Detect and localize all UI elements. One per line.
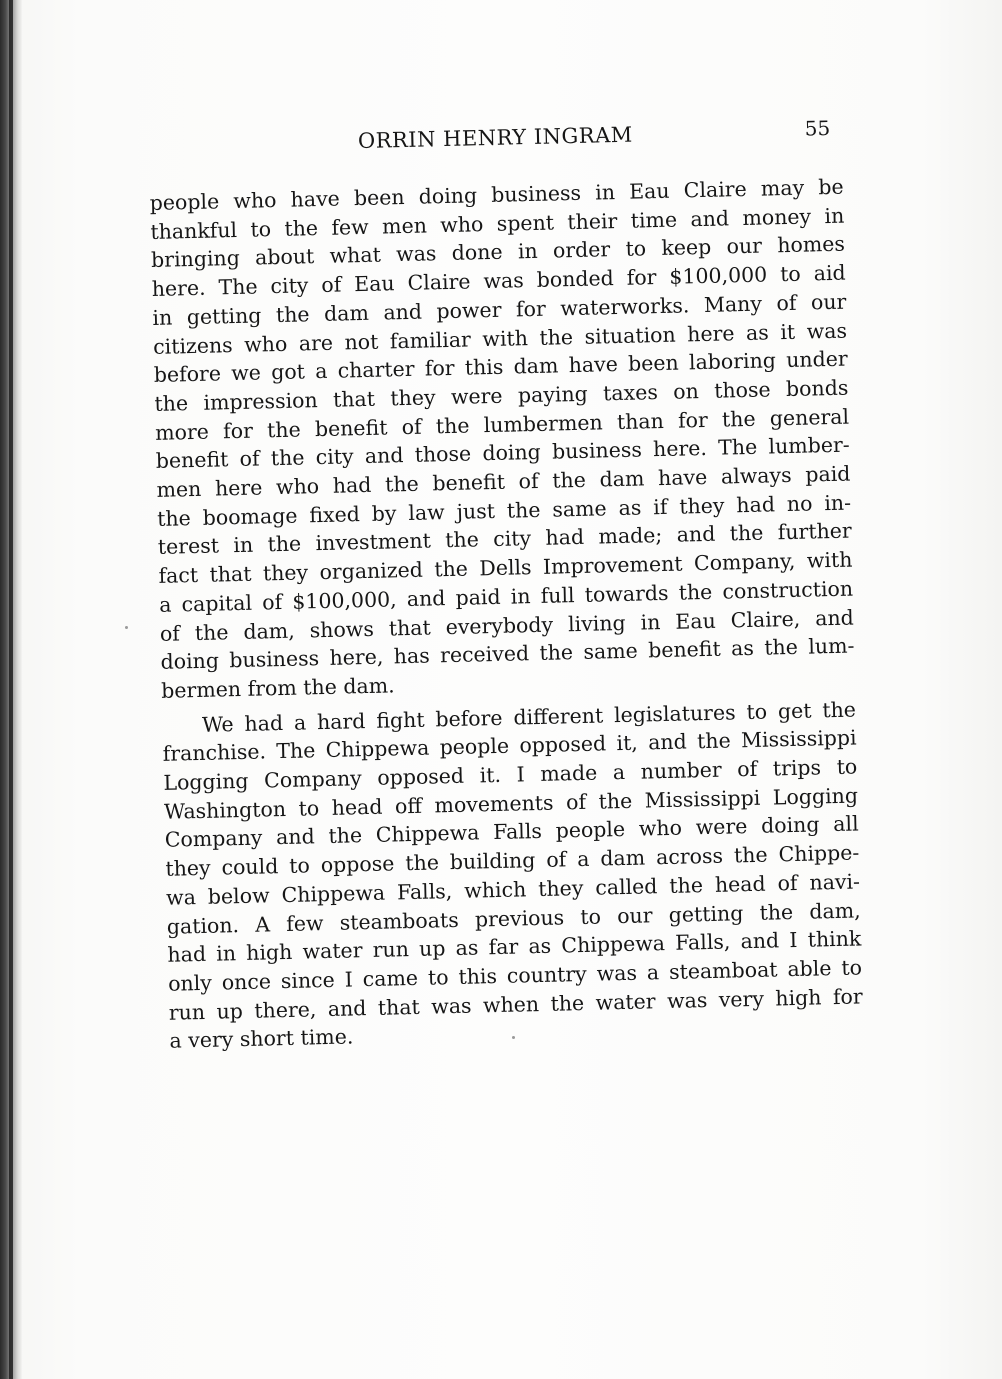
- text-line: franchise. The Chippewa people opposed it, and the Mississippi: [162, 725, 857, 767]
- text-line: in getting the dam and power for waterworks. Many of our: [152, 289, 847, 330]
- text-line: bermen from the dam.: [160, 673, 395, 703]
- text-line: the boomage fixed by law just the same as if they had no in-: [156, 490, 852, 531]
- paper-speck: [512, 1036, 515, 1039]
- text-line: terest in the investment the city had made; and the further: [157, 518, 852, 560]
- text-line: people who have been doing business in Eau Claire may be: [149, 174, 844, 215]
- text-line: bringing about what was done in order to keep our homes: [150, 232, 846, 273]
- text-line: a very short time.: [169, 1024, 354, 1054]
- paragraph: [149, 173, 855, 706]
- text-line: they could to oppose the building of a dam across the Chippe-: [165, 840, 860, 881]
- text-line: wa below Chippewa Falls, which they called the head of navi-: [165, 869, 861, 910]
- body-text: [149, 173, 863, 1056]
- text-line: We had a hard fight before different legislatures to get the: [201, 697, 857, 737]
- text-line: run up there, and that was when the water was very high for: [168, 984, 863, 1025]
- text-line: here. The city of Eau Claire was bonded for $100,000 to aid: [151, 260, 846, 302]
- text-line: citizens who are not familiar with the situation here as it was: [152, 318, 848, 359]
- running-title: ORRIN HENRY INGRAM: [357, 122, 633, 154]
- page-text-block: [148, 112, 864, 1056]
- text-line: before we got a charter for this dam have been laboring under: [153, 346, 848, 388]
- text-line: men here who had the benefit of the dam have always paid: [156, 461, 851, 502]
- text-line: had in high water run up as far as Chippewa Falls, and I think: [167, 926, 862, 968]
- text-line: of the dam, shows that everybody living in Eau Claire, and: [159, 605, 855, 646]
- text-line: benefit of the city and those doing business here. The lumber-: [155, 432, 850, 474]
- page-number: 55: [804, 115, 831, 141]
- text-line: only once since I came to this country was a steamboat able to: [167, 955, 863, 996]
- binding-shadow-line: [9, 0, 13, 1379]
- text-line: thankful to the few men who spent their time and money in: [150, 203, 845, 244]
- text-line: Company and the Chippewa Falls people who were doing all: [164, 811, 859, 853]
- text-line: gation. A few steamboats previous to our getting the dam,: [166, 898, 861, 939]
- text-line: the impression that they were paying taxes on those bonds: [154, 375, 849, 416]
- paragraph: [162, 695, 864, 1056]
- text-line: Washington to head off movements of the Mississippi Logging: [163, 783, 859, 824]
- text-line: a capital of $100,000, and paid in full towards the construction: [158, 576, 854, 617]
- text-line: more for the benefit of the lumbermen than for the general: [154, 404, 850, 445]
- running-head: [148, 112, 843, 168]
- text-line: Logging Company opposed it. I made a number of trips to: [163, 754, 858, 795]
- text-line: doing business here, has received the same benefit as the lum-: [160, 633, 855, 675]
- text-line: fact that they organized the Dells Improvement Company, with: [158, 547, 853, 589]
- paper-speck: [125, 626, 128, 629]
